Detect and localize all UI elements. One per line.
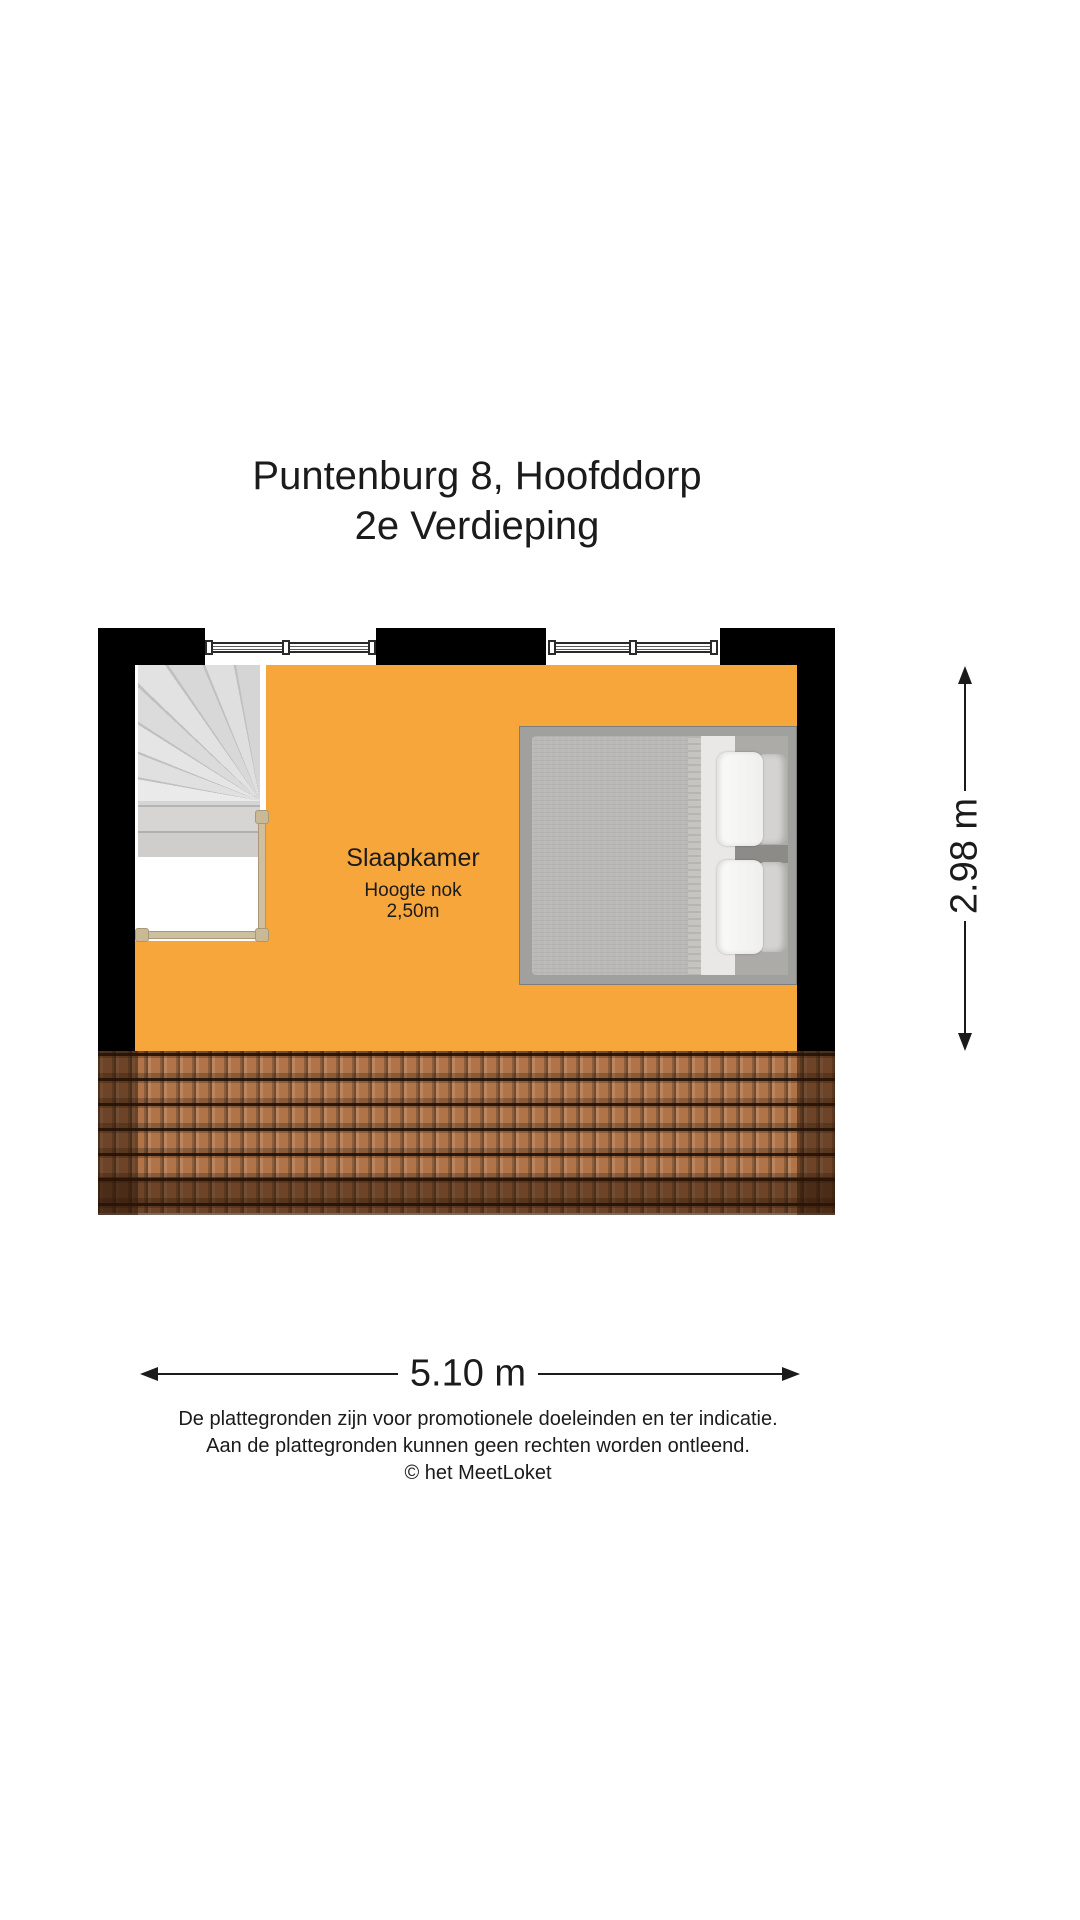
dimension-arrowhead-down	[958, 1033, 972, 1051]
dimension-width-label: 5.10 m	[409, 1352, 527, 1395]
room-label	[288, 844, 538, 922]
handrail-post	[135, 928, 149, 942]
stair-tread	[138, 805, 260, 831]
window-left	[205, 642, 376, 653]
dimension-line-vertical	[964, 682, 966, 791]
wall-right	[797, 628, 835, 1051]
wall-top-middle	[376, 628, 546, 665]
title-address: Puntenburg 8, Hoofddorp	[252, 454, 702, 498]
pillow	[717, 752, 763, 846]
dimension-line-horizontal	[158, 1373, 398, 1375]
stair-handrail-horizontal	[138, 931, 266, 939]
dimension-line-horizontal	[538, 1373, 782, 1375]
stairs-winder-fan	[138, 665, 260, 805]
page-title	[97, 451, 857, 551]
dimension-arrowhead-left	[140, 1367, 158, 1381]
dimension-arrowhead-right	[782, 1367, 800, 1381]
bed-duvet-fold	[688, 736, 701, 975]
window-right-end-cap	[548, 640, 556, 655]
dimension-line-vertical	[964, 921, 966, 1033]
room-height-value: 2,50m	[386, 901, 440, 922]
window-right-divider	[629, 640, 637, 655]
disclaimer	[97, 1406, 859, 1487]
stair-handrail-vertical	[258, 813, 266, 939]
stair-tread	[138, 831, 260, 857]
roof-shaded-edge	[98, 1177, 835, 1215]
wall-left	[98, 628, 135, 1051]
handrail-post	[255, 810, 269, 824]
window-left-divider	[282, 640, 290, 655]
bed-mattress	[532, 736, 701, 975]
pillow	[717, 860, 763, 954]
window-left-end-cap	[205, 640, 213, 655]
room-name: Slaapkamer	[346, 844, 480, 872]
dimension-depth-label: 2.98 m	[943, 797, 986, 915]
room-height-note: Hoogte nok	[364, 880, 462, 901]
window-right-end-cap	[710, 640, 718, 655]
handrail-post	[255, 928, 269, 942]
window-left-end-cap	[368, 640, 376, 655]
disclaimer-line: Aan de plattegronden kunnen geen rechten worden ontleend.	[206, 1435, 750, 1457]
title-floor: 2e Verdieping	[354, 504, 600, 548]
disclaimer-line: De plattegronden zijn voor promotionele doeleinden en ter indicatie.	[178, 1408, 778, 1430]
copyright: © het MeetLoket	[404, 1462, 552, 1484]
